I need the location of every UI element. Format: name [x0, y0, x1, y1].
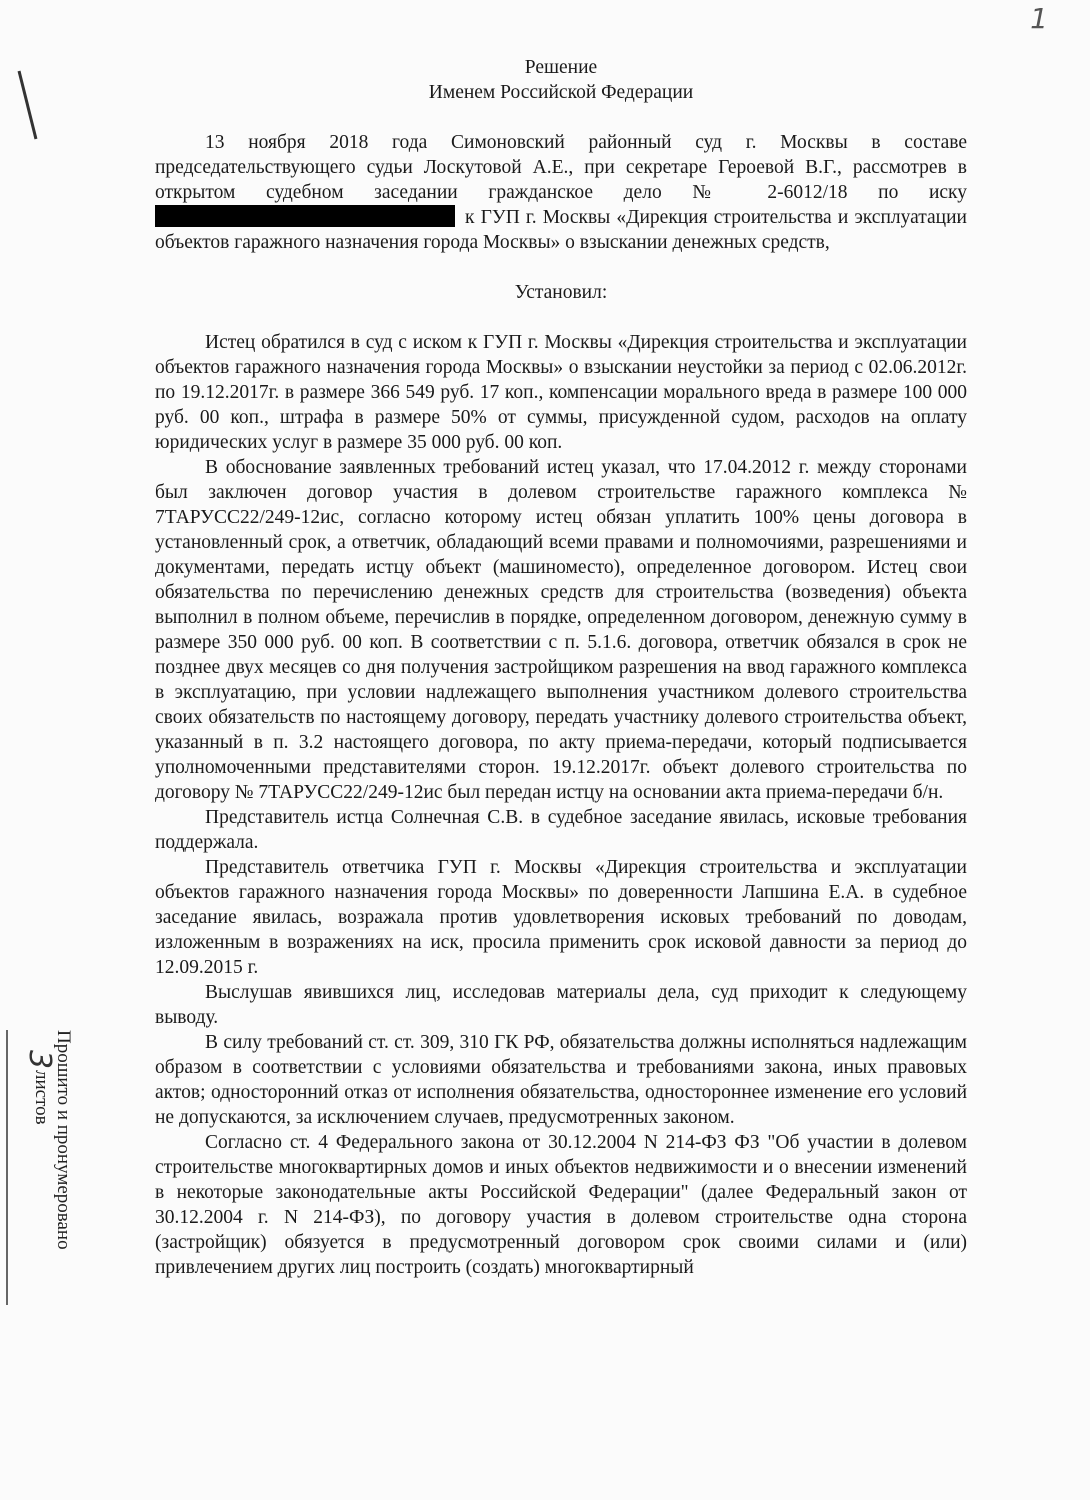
paragraph-civil-code: В силу требований ст. ст. 309, 310 ГК РФ, обязательства должны исполняться надлежащим образом в соответствии с условиями обязательства и требованиями закона, иных правовых актов; односторонний отказ от исполнения обязательства, одностороннее изменение его условий не допускаются, за исключением случаев, предусмотренных законом.	[155, 1032, 967, 1128]
intro-paragraph	[155, 130, 967, 255]
established-heading: Установил:	[514, 282, 608, 303]
margin-pen-mark	[18, 71, 38, 140]
paragraph-court-conclusion: Выслушав явившихся лиц, исследовав материалы дела, суд приходит к следующему выводу.	[155, 982, 967, 1028]
document-title: Решение	[524, 57, 598, 78]
intro-text-2: к ГУП г. Москвы «Дирекция строительства и эксплуатации объектов гаражного назначения города Москвы» о взыскании денежных средств,	[155, 207, 967, 253]
document-body	[155, 55, 967, 1280]
document-subtitle: Именем Российской Федерации	[428, 82, 694, 103]
intro-text-1: 13 ноября 2018 года Симоновский районный суд г. Москвы в составе председательствующего судьи Лоскутовой А.Е., при секретаре Героевой В.Г., рассмотрев в открытом судебном заседании гражданское дело № 2-6012/18 по иску	[155, 132, 967, 203]
paragraph-claim: Истец обратился в суд с иском к ГУП г. Москвы «Дирекция строительства и эксплуатации объектов гаражного назначения города Москвы» о взыскании неустойки за период с 02.06.2012г. по 19.12.2017г. в размере 366 549 руб. 17 коп., компенсации морального вреда в размере 100 000 руб. 00 коп., штрафа в размере 50% от суммы, присужденной судом, расходов на оплату юридических услуг в размере 35 000 руб. 00 коп.	[155, 332, 967, 453]
binding-stamp-count: 3	[22, 1049, 58, 1070]
paragraph-grounds: В обоснование заявленных требований истец указал, что 17.04.2012 г. между сторонами был заключен договор участия в долевом строительстве гаражного комплекса № 7ТАРУСС22/249-12ис, согласно которому истец обязан уплатить 100% цены договора в установленный срок, а ответчик, обладающий всеми правами и полномочиями, разрешениями и документами, передать истцу объект (машиноместо), определенное договором. Истец свои обязательства по перечислению денежных средств для строительства (возведения) объекта выполнил в полном объеме, перечислив в порядке, определенном договором, денежную сумму в размере 350 000 руб. 00 коп. В соответствии с п. 5.1.6. договора, ответчик обязался в срок не позднее двух месяцев со дня получения застройщиком разрешения на ввод гаражного комплекса в эксплуатацию, при условии надлежащего выполнения участником долевого строительства своих обязательств по настоящему договору, передать участнику долевого строительства объект, указанный в п. 3.2 настоящего договора, по акту приема-передачи, который подписывается уполномоченными представителями сторон. 19.12.2017г. объект долевого строительства по договору № 7ТАРУСС22/249-12ис был передан истцу на основании акта приема-передачи б/н.	[155, 457, 967, 803]
redacted-plaintiff-name	[155, 205, 455, 227]
binding-stamp-label: Прошито и пронумеровано	[53, 1030, 74, 1250]
binding-stamp	[6, 1030, 80, 1305]
paragraph-federal-law: Согласно ст. 4 Федерального закона от 30.12.2004 N 214-ФЗ ФЗ "Об участии в долевом строительстве многоквартирных домов и иных объектов недвижимости и о внесении изменений в некоторые законодательные акты Российской Федерации" (далее Федеральный закон от 30.12.2004 г. N 214-ФЗ), по договору участия в долевом строительстве одна сторона (застройщик) обязуется в предусмотренный договором срок своими силами и (или) привлечением других лиц построить (создать) многоквартирный	[155, 1132, 967, 1278]
paragraph-plaintiff-rep: Представитель истца Солнечная С.В. в судебное заседание явилась, исковые требования поддержала.	[155, 807, 967, 853]
binding-stamp-unit: листов	[31, 1070, 52, 1125]
page-number: 1	[1030, 2, 1048, 35]
paragraph-defendant-rep: Представитель ответчика ГУП г. Москвы «Дирекция строительства и эксплуатации объектов гаражного назначения города Москвы» по доверенности Лапшина Е.А. в судебное заседание явилась, возражала против удовлетворения исковых требований по доводам, изложенным в возражениях на иск, просила применить срок исковой давности за период до 12.09.2015 г.	[155, 857, 967, 978]
